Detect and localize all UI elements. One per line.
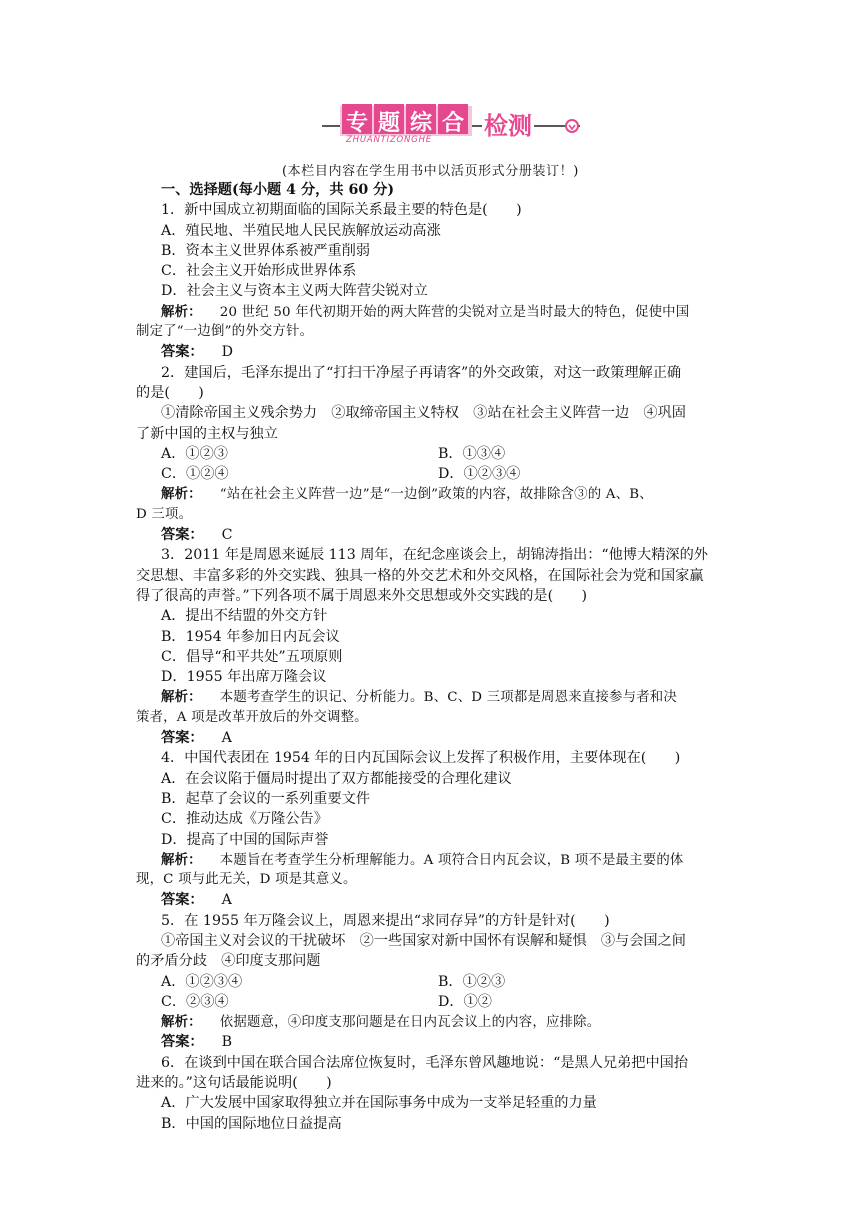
question-3-option-d: D．1955 年出席万隆会议 — [161, 669, 327, 686]
banner-char-4: 合 — [442, 111, 465, 136]
question-1-option-b: B．资本主义世界体系被严重削弱 — [161, 242, 371, 259]
question-4-answer-value: A — [221, 892, 232, 909]
question-2-option-d: D．①②③④ — [438, 466, 521, 483]
question-3-option-b: B．1954 年参加日内瓦会议 — [161, 628, 340, 645]
question-2-option-c: C．①②④ — [161, 466, 229, 483]
question-4-answer — [136, 890, 732, 910]
question-6-option-b: B．中国的国际地位日益提高 — [161, 1115, 342, 1132]
question-3-analysis — [136, 687, 732, 707]
question-2-analysis-line-1: “站在社会主义阵营一边”是“一边倒”政策的内容，故排除含③的 A、B、 — [219, 487, 653, 503]
analysis-label: 解析： — [161, 1014, 202, 1031]
question-3-analysis-line-2: 策者，A 项是改革开放后的外交调整。 — [136, 709, 368, 725]
question-5-option-b: B．①②③ — [438, 973, 506, 990]
answer-label: 答案： — [161, 527, 204, 544]
question-3-answer-value: A — [221, 730, 232, 747]
question-5-options-row-2 — [136, 992, 732, 1012]
question-5-option-a: A．①②③④ — [161, 973, 243, 990]
question-1-analysis — [136, 302, 732, 322]
question-2-items-line-1: ①清除帝国主义残余势力 ②取缔帝国主义特权 ③站在社会主义阵营一边 ④巩固 — [161, 405, 686, 422]
analysis-label: 解析： — [161, 303, 202, 320]
question-5-option-c: C．②③④ — [161, 993, 229, 1010]
question-6-stem-line-1: 6．在谈到中国在联合国合法席位恢复时，毛泽东曾风趣地说：“是黑人兄弟把中国抬 — [161, 1054, 689, 1071]
question-1-stem: 1．新中国成立初期面临的国际关系最主要的特色是( ) — [161, 202, 522, 219]
question-1-option-c: C．社会主义开始形成世界体系 — [161, 263, 357, 280]
question-2-stem-line-1: 2．建国后，毛泽东提出了“打扫干净屋子再请客”的外交政策，对这一政策理解正确 — [161, 364, 682, 381]
question-5-analysis-line-1: 依据题意，④印度支那问题是在日内瓦会议上的内容，应排除。 — [219, 1015, 601, 1031]
question-6-stem-line-2: 进来的。”这句话最能说明( ) — [136, 1075, 332, 1092]
question-2-answer-value: C — [221, 527, 233, 544]
question-2-options-row-2 — [136, 464, 732, 484]
question-4-option-b: B．起草了会议的一系列重要文件 — [161, 790, 371, 807]
answer-label: 答案： — [161, 344, 204, 361]
banner-char-1: 专 — [346, 111, 369, 136]
analysis-label: 解析： — [161, 851, 202, 868]
question-3-stem-line-3: 得了很高的声誉。”下列各项不属于周恩来外交思想或外交实践的是( ) — [136, 587, 588, 604]
analysis-label: 解析： — [161, 689, 202, 706]
question-5-options-row-1 — [136, 972, 732, 992]
question-5-items-line-1: ①帝国主义对会议的干扰破坏 ②一些国家对新中国怀有误解和疑惧 ③与会国之间 — [161, 932, 686, 949]
question-5-analysis — [136, 1012, 732, 1032]
question-1-option-a: A．殖民地、半殖民地人民民族解放运动高涨 — [161, 222, 441, 239]
question-1-option-d: D．社会主义与资本主义两大阵营尖锐对立 — [161, 283, 428, 300]
question-4-option-a: A．在会议陷于僵局时提出了双方都能接受的合理化建议 — [161, 770, 512, 787]
question-3-stem-line-1: 3．2011 年是周恩来诞辰 113 周年，在纪念座谈会上，胡锦涛指出：“他博大精深的外 — [161, 547, 708, 564]
question-2-analysis — [136, 484, 732, 504]
question-1-analysis-line-1: 20 世纪 50 年代初期开始的两大阵营的尖锐对立是当时最大的特色，促使中国 — [219, 304, 690, 320]
answer-label: 答案： — [161, 892, 204, 909]
banner-char-2: 题 — [378, 111, 401, 136]
question-4-option-c: C．推动达成《万隆公告》 — [161, 811, 328, 828]
question-3-stem-line-2: 交思想、丰富多彩的外交实践、独具一格的外交艺术和外交风格，在国际社会为党和国家赢 — [136, 567, 704, 584]
analysis-label: 解析： — [161, 486, 202, 503]
question-5-answer — [136, 1032, 732, 1052]
question-1-answer-value: D — [221, 344, 233, 361]
question-2-options-row-1 — [136, 444, 732, 464]
answer-label: 答案： — [161, 1034, 204, 1051]
question-1-analysis-line-2: 制定了“一边倒”的外交方针。 — [136, 324, 314, 340]
question-4-analysis-line-2: 现，C 项与此无关，D 项是其意义。 — [136, 872, 357, 888]
question-5-items-line-2: 的矛盾分歧 ④印度支那问题 — [136, 953, 321, 970]
question-3-answer — [136, 728, 732, 748]
banner-char-3: 综 — [410, 111, 433, 136]
answer-label: 答案： — [161, 730, 204, 747]
question-3-option-a: A．提出不结盟的外交方针 — [161, 608, 328, 625]
binding-note: (本栏目内容在学生用书中以活页形式分册装订！) — [282, 164, 579, 179]
question-2-items-line-2: 了新中国的主权与独立 — [136, 425, 278, 442]
question-2-stem-line-2: 的是( ) — [136, 384, 204, 401]
question-3-analysis-line-1: 本题考查学生的识记、分析能力。B、C、D 三项都是周恩来直接参与者和决 — [219, 690, 677, 706]
banner-suffix: 检测 — [484, 112, 532, 140]
question-5-stem: 5．在 1955 年万隆会议上，周恩来提出“求同存异”的方针是针对( ) — [161, 912, 610, 929]
question-5-answer-value: B — [221, 1034, 233, 1051]
question-2-analysis-line-2: D 三项。 — [136, 506, 193, 522]
question-4-option-d: D．提高了中国的国际声誉 — [161, 831, 329, 848]
question-6-option-a: A．广大发展中国家取得独立并在国际事务中成为一支举足轻重的力量 — [161, 1095, 597, 1112]
question-list — [136, 180, 732, 1134]
banner-pinyin: ZHUANTIZONGHE — [346, 135, 432, 145]
question-2-option-b: B．①③④ — [438, 445, 506, 462]
question-1-answer — [136, 342, 732, 362]
section-banner — [322, 104, 582, 148]
question-3-option-c: C．倡导“和平共处”五项原则 — [161, 648, 343, 665]
question-4-stem: 4．中国代表团在 1954 年的日内瓦国际会议上发挥了积极作用，主要体现在( ) — [161, 750, 681, 767]
question-5-option-d: D．①② — [438, 993, 492, 1010]
question-4-analysis — [136, 850, 732, 870]
question-4-analysis-line-1: 本题旨在考查学生分析理解能力。A 项符合日内瓦会议，B 项不是最主要的体 — [219, 852, 684, 868]
section-heading: 一、选择题(每小题 4 分，共 60 分) — [161, 182, 395, 198]
question-2-option-a: A．①②③ — [161, 445, 228, 462]
question-2-answer — [136, 525, 732, 545]
